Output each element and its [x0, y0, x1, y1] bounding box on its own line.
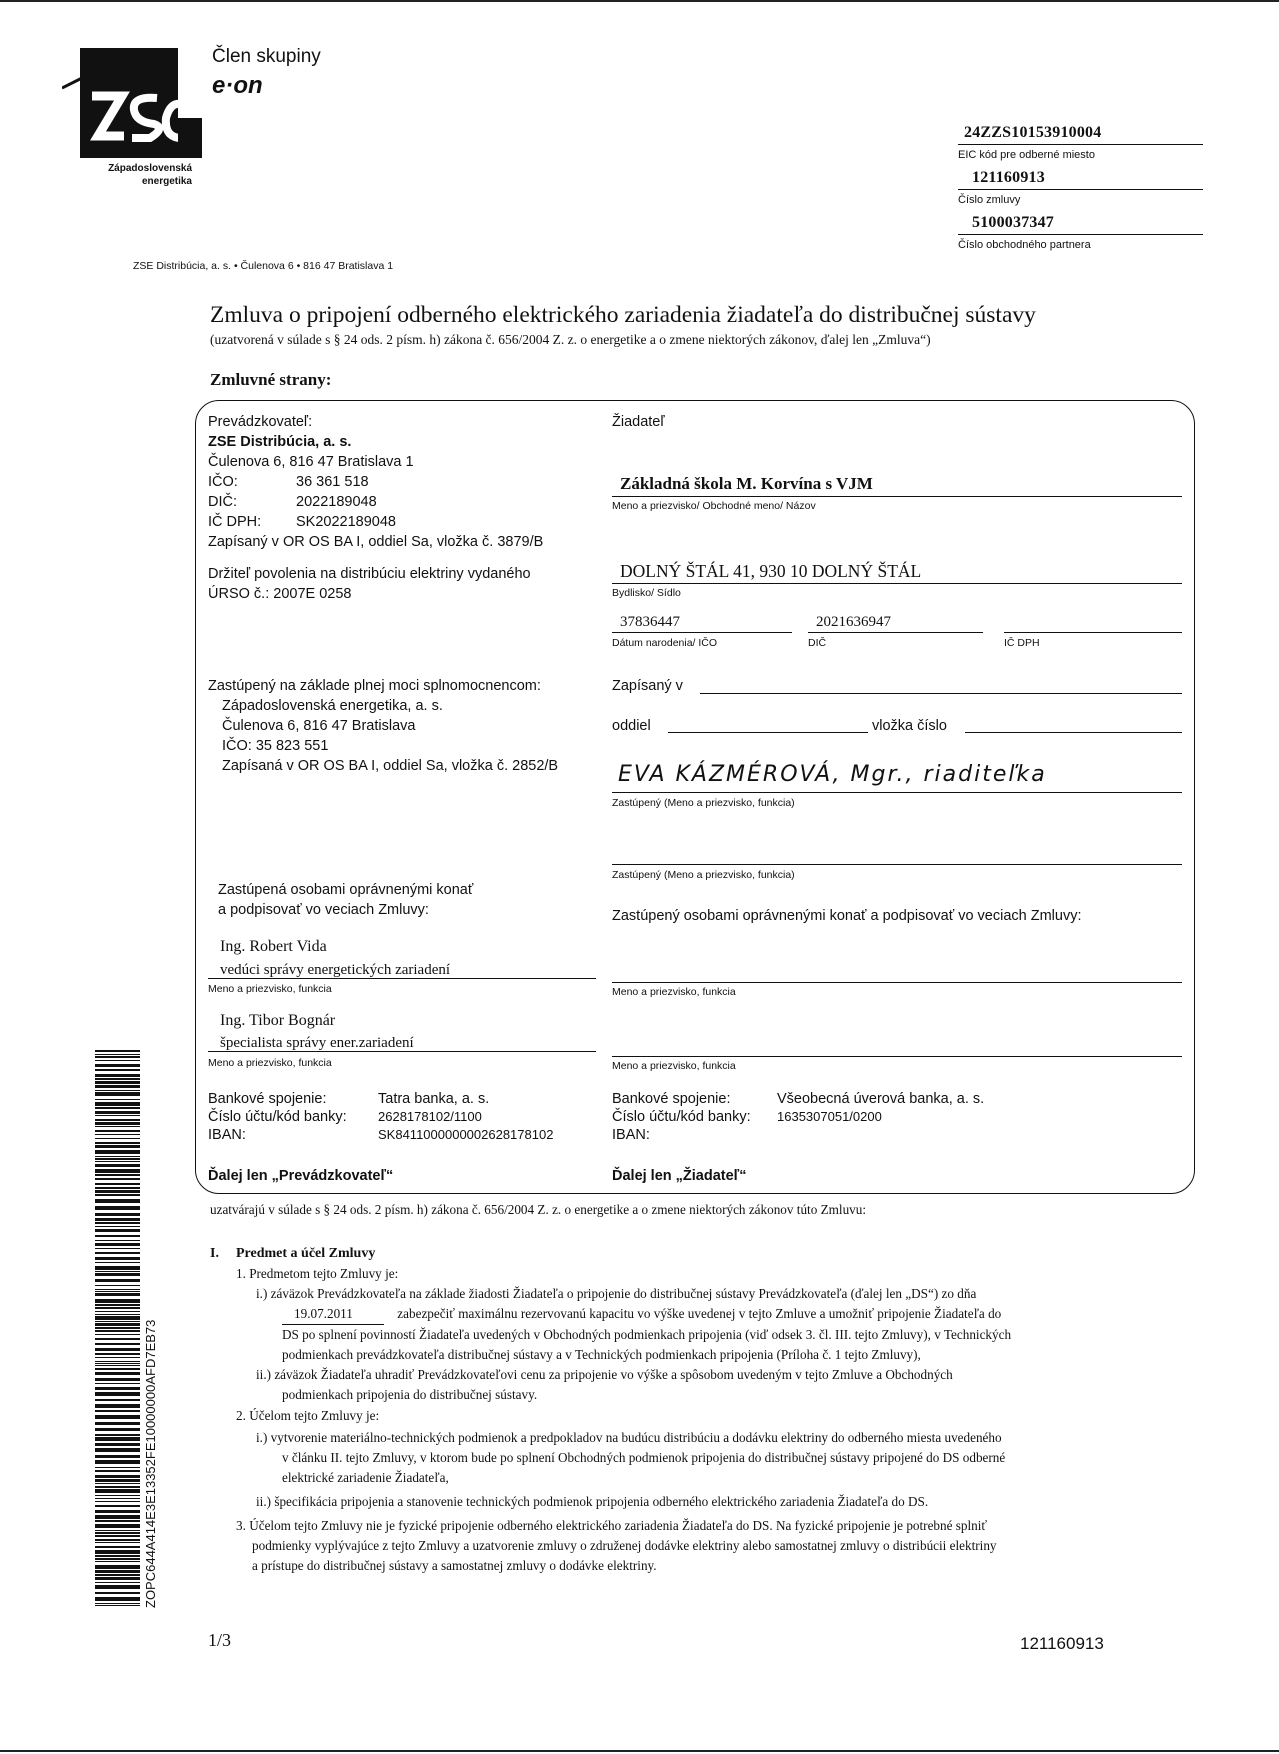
barcode-bar — [95, 1387, 140, 1390]
barcode-bar — [95, 1102, 140, 1106]
barcode-bar — [95, 1383, 140, 1384]
barcode-bar — [95, 1498, 140, 1499]
barcode-bar — [95, 1069, 140, 1071]
operator-persons-heading: Zastúpená osobami oprávnenými konať — [218, 882, 474, 898]
barcode-bar — [95, 1078, 140, 1080]
barcode-bar — [95, 1495, 140, 1496]
document-subtitle: (uzatvorená v súlade s § 24 ods. 2 písm. h) zákona č. 656/2004 Z. z. o energetike a o zmene niektorých zákonov, ďalej len „Zmluva“) — [210, 332, 931, 347]
barcode-bar — [95, 1307, 140, 1309]
barcode-bar — [95, 1262, 140, 1263]
barcode-bar — [95, 1304, 140, 1306]
barcode-bar — [95, 1074, 140, 1077]
barcode-bar — [95, 1142, 140, 1144]
barcode-bar — [95, 1577, 140, 1580]
barcode-bar — [95, 1213, 140, 1216]
eic-label: EIC kód pre odberné miesto — [958, 149, 1095, 161]
operator-person2-name: Ing. Tibor Bognár — [220, 1012, 336, 1029]
barcode-bar — [95, 1064, 140, 1067]
barcode-bar — [95, 1399, 140, 1401]
barcode-bar — [95, 1050, 140, 1052]
group-member-label: Člen skupiny — [212, 46, 321, 67]
zse-logo-icon — [62, 48, 202, 168]
applicant-insert-field — [965, 716, 1182, 733]
applicant-ico-label: Dátum narodenia/ IČO — [612, 637, 718, 649]
applicant-persons-heading: Zastúpený osobami oprávnenými konať a podpisovať vo veciach Zmluvy: — [612, 908, 1082, 924]
operator-iban-label: IBAN: — [208, 1127, 246, 1143]
barcode-bar — [95, 1293, 140, 1296]
operator-ico-label: IČO: — [208, 474, 238, 490]
paragraph-2-i-c: elektrické zariadenie Žiadateľa, — [282, 1470, 449, 1485]
page-number: 1/3 — [208, 1630, 232, 1650]
applicant-rep-field — [612, 762, 1182, 793]
barcode-bar — [95, 1550, 140, 1554]
operator-person2-label: Meno a priezvisko, funkcia — [208, 1057, 332, 1069]
parties-heading: Zmluvné strany: — [210, 370, 332, 389]
barcode-bar — [95, 1130, 140, 1132]
operator-heading: Prevádzkovateľ: — [208, 414, 313, 430]
applicant-bank-label: Bankové spojenie: — [612, 1091, 731, 1107]
barcode-bar — [95, 1501, 140, 1502]
paragraph-2: 2. Účelom tejto Zmluvy je: — [236, 1408, 380, 1423]
barcode-bar — [95, 1542, 140, 1543]
barcode-bar — [95, 1327, 140, 1329]
operator-icdph-label: IČ DPH: — [208, 514, 262, 530]
operator-person1-name: Ing. Robert Vida — [220, 938, 327, 955]
barcode-bar — [95, 1361, 140, 1362]
sender-address: ZSE Distribúcia, a. s. • Čulenova 6 • 816 47 Bratislava 1 — [133, 260, 394, 272]
operator-bank-label: Bankové spojenie: — [208, 1091, 327, 1107]
barcode-bar — [95, 1289, 140, 1290]
barcode-bar — [95, 1190, 140, 1193]
barcode-bar — [95, 1081, 140, 1084]
partner-value: 5100037347 — [972, 214, 1054, 231]
barcode-bar — [95, 1470, 140, 1472]
barcode-bar — [95, 1597, 140, 1601]
barcode-bar — [95, 1532, 140, 1534]
barcode-bar — [95, 1314, 140, 1315]
applicant-section-field — [668, 716, 868, 733]
section-title: Predmet a účel Zmluvy — [236, 1246, 376, 1261]
barcode-bar — [95, 1222, 140, 1224]
barcode-bar — [95, 1235, 140, 1237]
barcode-bar — [95, 1475, 140, 1478]
barcode-bar — [95, 1164, 140, 1167]
barcode-bar — [95, 1178, 140, 1180]
barcode-bar — [95, 1271, 140, 1272]
applicant-section-label: oddiel — [612, 718, 651, 734]
barcode-bar — [95, 1252, 140, 1254]
barcode-bar — [95, 1107, 140, 1109]
contract-value: 121160913 — [972, 169, 1045, 186]
paragraph-1-i: i.) záväzok Prevádzkovateľa na základe žiadosti Žiadateľa o pripojenie do distribučnej sústavy Prevádzkovateľa (ďalej len „DS“) zo dňa — [256, 1286, 977, 1301]
eic-value: 24ZZS10153910004 — [964, 124, 1102, 141]
barcode-bar — [95, 1126, 140, 1127]
barcode-bar — [95, 1161, 140, 1162]
barcode-bar — [95, 1134, 140, 1135]
proxy-heading: Zastúpený na základe plnej moci splnomocnencom: — [208, 678, 541, 694]
barcode-bar — [95, 1372, 140, 1375]
applicant-ico: 37836447 — [620, 614, 680, 630]
operator-license: Držiteľ povolenia na distribúciu elektriny vydaného — [208, 566, 531, 582]
barcode-bar — [95, 1174, 140, 1176]
barcode-bar — [95, 1138, 140, 1139]
operator-person1-label: Meno a priezvisko, funkcia — [208, 983, 332, 995]
barcode-bar — [95, 1437, 140, 1441]
barcode-bar — [95, 1434, 140, 1436]
operator-register: Zapísaný v OR OS BA I, oddiel Sa, vložka č. 3879/B — [208, 534, 544, 550]
barcode-bar — [95, 1248, 140, 1249]
paragraph-1-i-d: podmienkach prevádzkovateľa distribučnej sústavy a v Technických podmienkach pripojenia (Príloha č. 1 tejto Zmluvy), — [282, 1347, 921, 1362]
barcode-bar — [95, 1330, 140, 1332]
partner-field — [958, 214, 1203, 235]
section-number: I. — [210, 1246, 219, 1261]
barcode-bar — [95, 1060, 140, 1061]
applicant-dic: 2021636947 — [816, 614, 891, 630]
operator-person2-role: špecialista správy ener.zariadení — [220, 1035, 414, 1051]
barcode-bar — [95, 1150, 140, 1154]
operator-address: Čulenova 6, 816 47 Bratislava 1 — [208, 454, 414, 470]
barcode-bar — [95, 1321, 140, 1322]
barcode-bar — [95, 1565, 140, 1569]
barcode-bar — [95, 1539, 140, 1541]
barcode-bar — [95, 1603, 140, 1604]
barcode-bar — [95, 1428, 140, 1431]
barcode-bar — [95, 1555, 140, 1557]
barcode-bar — [95, 1365, 140, 1366]
company-logo — [62, 48, 202, 168]
applicant-heading: Žiadateľ — [612, 414, 665, 430]
barcode-bar — [95, 1378, 140, 1381]
applicant-dic-field — [808, 614, 983, 633]
scan-border-bottom — [0, 1750, 1279, 1752]
operator-person1-role: vedúci správy energetických zariadení — [220, 962, 451, 978]
barcode-bar — [95, 1353, 140, 1355]
barcode-bar — [95, 1479, 140, 1482]
partner-label: Číslo obchodného partnera — [958, 239, 1091, 251]
applicant-person2-line — [612, 1040, 1182, 1057]
paragraph-3: 3. Účelom tejto Zmluvy nie je fyzické pripojenie odberného elektrického zariadenia Žiadateľa do DS. Na fyzické pripojenie je potrebné splniť — [236, 1518, 988, 1533]
barcode-bar — [95, 1404, 140, 1408]
operator-persons-heading-2: a podpisovať vo veciach Zmluvy: — [218, 902, 429, 918]
barcode-bar — [95, 1455, 140, 1458]
barcode-bar — [95, 1592, 140, 1594]
applicant-register-label: Zapísaný v — [612, 678, 683, 694]
barcode-bar — [95, 1467, 140, 1468]
barcode-bar — [95, 1546, 140, 1548]
barcode-bar — [95, 1510, 140, 1513]
applicant-ico-field — [612, 614, 792, 633]
applicant-bank: Všeobecná úverová banka, a. s. — [777, 1091, 985, 1107]
barcode-bar — [95, 1535, 140, 1537]
barcode-bar — [95, 1561, 140, 1562]
applicant-name-field — [612, 474, 1182, 497]
barcode-bar — [95, 1299, 140, 1303]
barcode-bar — [95, 1229, 140, 1232]
barcode-bar — [95, 1156, 140, 1157]
barcode-bar — [95, 1206, 140, 1210]
barcode-bar — [95, 1357, 140, 1358]
barcode-bar — [95, 1505, 140, 1507]
applicant-name-label: Meno a priezvisko/ Obchodné meno/ Názov — [612, 500, 816, 512]
barcode-bar — [95, 1368, 140, 1370]
barcode-bar — [95, 1311, 140, 1312]
barcode-bar — [95, 1585, 140, 1589]
barcode-bar — [95, 1119, 140, 1121]
operator-bank: Tatra banka, a. s. — [378, 1091, 490, 1107]
request-date: 19.07.2011 — [282, 1304, 384, 1325]
paragraph-1-i-b: zabezpečiť maximálnu rezervovanú kapacitu vo výške uvedenej v tejto Zmluve a umožniť pripojenie Žiadateľa do — [397, 1306, 1002, 1321]
barcode-bar — [95, 1343, 140, 1345]
contract-label: Číslo zmluvy — [958, 194, 1021, 206]
barcode-bar — [95, 1085, 140, 1088]
paragraph-2-ii: ii.) špecifikácia pripojenia a stanovenie technických podmienok pripojenia odberného elektrického zariadenia Žiadateľa do DS. — [256, 1494, 929, 1509]
barcode-bar — [95, 1218, 140, 1221]
barcode-bar — [95, 1582, 140, 1583]
operator-account-label: Číslo účtu/kód banky: — [208, 1109, 347, 1125]
barcode-bar — [95, 1415, 140, 1419]
barcode-bar — [95, 1363, 140, 1364]
proxy-register: Zapísaná v OR OS BA I, oddiel Sa, vložka č. 2852/B — [222, 758, 559, 774]
applicant-rep-label: Zastúpený (Meno a priezvisko, funkcia) — [612, 797, 795, 809]
operator-person2-line — [208, 1033, 596, 1052]
operator-dic-label: DIČ: — [208, 494, 237, 510]
paragraph-3-c: a prístupe do distribučnej sústavy a samostatnej zmluvy o dodávke elektriny. — [252, 1558, 657, 1573]
barcode-bar — [95, 1348, 140, 1351]
barcode-bar — [95, 1338, 140, 1340]
barcode — [95, 1050, 140, 1610]
company-subtitle-2: energetika — [141, 176, 192, 187]
barcode-bar — [95, 1266, 140, 1270]
barcode-bar — [95, 1187, 140, 1189]
barcode-bar — [95, 1558, 140, 1560]
applicant-dic-label: DIČ — [808, 637, 827, 649]
paragraph-3-b: podmienky vyplývajúce z tejto Zmluvy a uzatvorenie zmluvy o združenej dodávke elektriny alebo samostatnej zmluvy o distribúcii elektriny — [252, 1538, 997, 1553]
document-title: Zmluva o pripojení odberného elektrického zariadenia žiadateľa do distribučnej sústavy — [210, 302, 1036, 328]
eon-brand: e·on — [212, 72, 263, 99]
barcode-bar — [95, 1515, 140, 1519]
applicant-rep-signature: EVA KÁZMÉROVÁ, Mgr., riaditeľka — [618, 762, 1047, 787]
paragraph-1-i-c: DS po splnení povinností Žiadateľa uvedených v Obchodných podmienkach pripojenia (viď odsek 3. čl. III. tejto Zmluvy), v Technických — [282, 1327, 1012, 1342]
applicant-address-label: Bydlisko/ Sídlo — [612, 587, 681, 599]
barcode-bar — [95, 1334, 140, 1335]
barcode-bar — [95, 1291, 140, 1292]
paragraph-2-i-b: v článku II. tejto Zmluvy, v ktorom bude po splnení Obchodných podmienok pripojenia do distribučnej sústavy pripojené do DS odberné — [282, 1450, 1006, 1465]
barcode-bar — [95, 1605, 140, 1606]
barcode-bar — [95, 1489, 140, 1493]
paragraph-1-ii: ii.) záväzok Žiadateľa uhradiť Prevádzkovateľovi cenu za pripojenie vo výške a spôsobom uvedeným v tejto Zmluve a Obchodných — [256, 1367, 953, 1382]
barcode-bar — [95, 1243, 140, 1246]
barcode-bar — [95, 1158, 140, 1160]
applicant-rep2-label: Zastúpený (Meno a priezvisko, funkcia) — [612, 869, 795, 881]
applicant-person1-line — [612, 966, 1182, 983]
applicant-person2-label: Meno a priezvisko, funkcia — [612, 1060, 736, 1072]
applicant-account: 1635307051/0200 — [777, 1109, 882, 1124]
operator-account: 2628178102/1100 — [378, 1109, 482, 1124]
scan-border-top — [0, 0, 1279, 2]
barcode-bar — [95, 1099, 140, 1100]
eic-field — [958, 124, 1203, 145]
barcode-bar — [95, 1194, 140, 1196]
applicant-rep2-field — [612, 848, 1182, 865]
barcode-bar — [95, 1054, 140, 1055]
barcode-bar — [95, 1056, 140, 1058]
operator-iban: SK8411000000002628178102 — [378, 1127, 554, 1142]
barcode-bar — [95, 1392, 140, 1396]
barcode-bar — [95, 1115, 140, 1116]
barcode-bar — [95, 1285, 140, 1286]
barcode-bar — [95, 1092, 140, 1096]
barcode-bar — [95, 1483, 140, 1484]
applicant-person1-label: Meno a priezvisko, funkcia — [612, 986, 736, 998]
barcode-bar — [95, 1183, 140, 1185]
barcode-bar — [95, 1323, 140, 1326]
operator-name: ZSE Distribúcia, a. s. — [208, 434, 352, 450]
applicant-address-field — [612, 561, 1182, 584]
barcode-bar — [95, 1570, 140, 1573]
barcode-bar — [95, 1111, 140, 1114]
barcode-bar — [95, 1279, 140, 1282]
barcode-bar — [95, 1273, 140, 1276]
barcode-bar — [95, 1443, 140, 1446]
barcode-text: ZOPC644A414E3E13352FE10000000AFD7EB73 — [143, 1319, 158, 1608]
barcode-icon — [95, 1050, 140, 1610]
proxy-ico: IČO: 35 823 551 — [222, 738, 329, 754]
contract-field — [958, 169, 1203, 190]
proxy-address: Čulenova 6, 816 47 Bratislava — [222, 718, 416, 734]
barcode-bar — [95, 1422, 140, 1425]
barcode-bar — [95, 1145, 140, 1148]
barcode-bar — [95, 1530, 140, 1531]
applicant-name: Základná škola M. Korvína s VJM — [620, 474, 873, 493]
operator-person1-line — [208, 960, 596, 979]
applicant-insert-label: vložka číslo — [872, 718, 947, 734]
operator-hereinafter: Ďalej len „Prevádzkovateľ“ — [208, 1168, 394, 1184]
barcode-bar — [95, 1199, 140, 1203]
operator-dic: 2022189048 — [296, 494, 377, 510]
barcode-bar — [95, 1316, 140, 1320]
company-subtitle: Západoslovenská — [108, 163, 192, 174]
barcode-bar — [95, 1122, 140, 1125]
paragraph-1: 1. Predmetom tejto Zmluvy je: — [236, 1266, 399, 1281]
barcode-bar — [95, 1486, 140, 1488]
barcode-bar — [95, 1460, 140, 1464]
barcode-bar — [95, 1574, 140, 1576]
applicant-hereinafter: Ďalej len „Žiadateľ“ — [612, 1168, 747, 1184]
barcode-bar — [95, 1226, 140, 1227]
applicant-iban-label: IBAN: — [612, 1127, 650, 1143]
operator-ico: 36 361 518 — [296, 474, 369, 490]
conclude-sentence: uzatvárajú v súlade s § 24 ods. 2 písm. h) zákona č. 656/2004 Z. z. o energetike a o zmene niektorých zákonov túto Zmluvu: — [210, 1202, 867, 1217]
applicant-account-label: Číslo účtu/kód banky: — [612, 1109, 751, 1125]
applicant-register-field — [700, 677, 1182, 694]
barcode-bar — [95, 1169, 140, 1173]
barcode-bar — [95, 1257, 140, 1260]
applicant-address: DOLNÝ ŠTÁL 41, 930 10 DOLNÝ ŠTÁL — [620, 561, 922, 581]
paragraph-1-ii-b: podmienkach pripojenia do distribučnej sústavy. — [282, 1387, 538, 1402]
barcode-bar — [95, 1240, 140, 1241]
footer-contract-number: 121160913 — [1020, 1634, 1104, 1653]
barcode-bar — [95, 1410, 140, 1412]
proxy-name: Západoslovenská energetika, a. s. — [222, 698, 443, 714]
applicant-icdph-field — [1004, 614, 1182, 633]
applicant-icdph-label: IČ DPH — [1004, 637, 1040, 649]
paragraph-2-i: i.) vytvorenie materiálno-technických podmienok a predpokladov na budúcu distribúciu a dodávku elektriny do odberného miesta uvedeného — [256, 1430, 1002, 1445]
operator-icdph: SK2022189048 — [296, 514, 396, 530]
barcode-bar — [95, 1090, 140, 1091]
operator-license-no: ÚRSO č.: 2007E 0258 — [208, 586, 352, 602]
barcode-bar — [95, 1520, 140, 1522]
barcode-bar — [95, 1524, 140, 1528]
barcode-bar — [95, 1448, 140, 1452]
